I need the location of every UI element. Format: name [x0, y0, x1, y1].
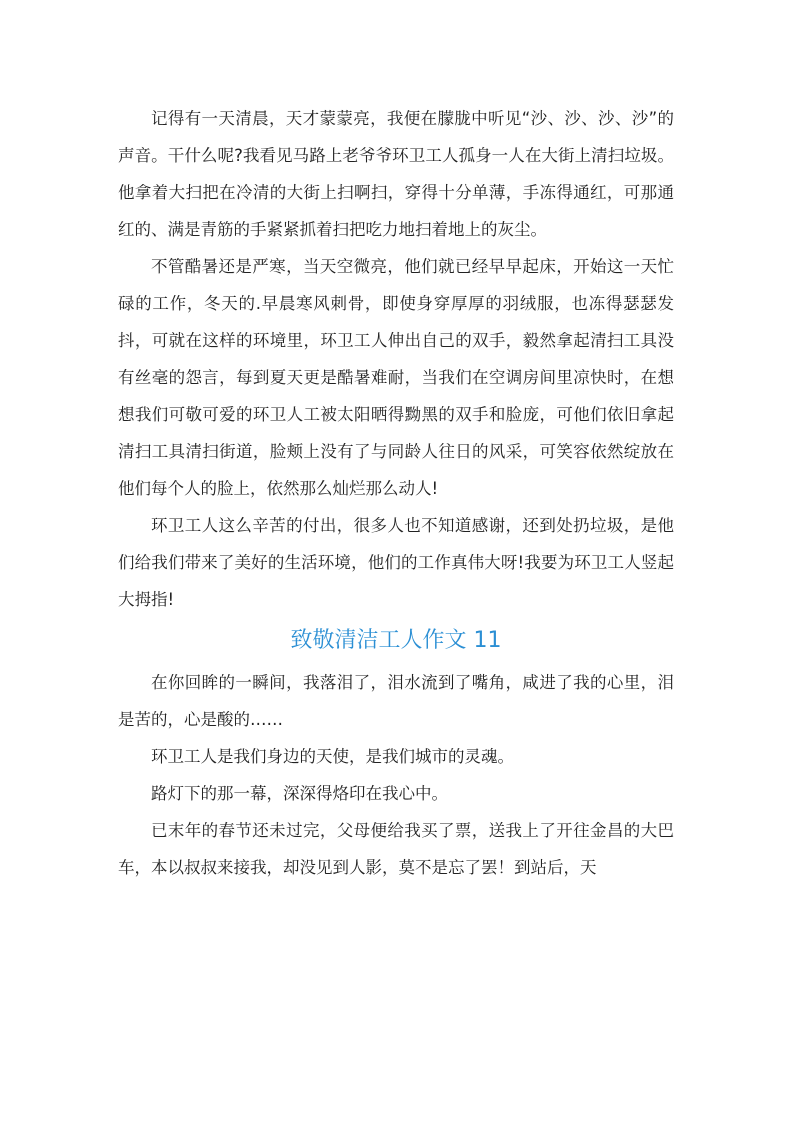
paragraph-angels: 环卫工人是我们身边的天使，是我们城市的灵魂。	[151, 747, 514, 766]
paragraph-streetlight: 路灯下的那一幕，深深得烙印在我心中。	[151, 784, 448, 803]
document-body	[118, 100, 674, 886]
paragraph-spring-festival: 已末年的春节还未过完，父母便给我买了票，送我上了开往金昌的大巴车，本以叔叔来接我，却没见到人影，莫不是忘了罢！到站后，天	[118, 821, 674, 877]
paragraph-tears: 在你回眸的一瞬间，我落泪了，泪水流到了嘴角，咸进了我的心里，泪是苦的，心是酸的……	[118, 673, 674, 729]
paragraph-gratitude: 环卫工人这么辛苦的付出，很多人也不知道感谢，还到处扔垃圾，是他们给我们带来了美好的生活环境，他们的工作真伟大呀!我要为环卫工人竖起大拇指!	[118, 516, 674, 609]
paragraph-hard-work: 不管酷暑还是严寒，当天空微亮，他们就已经早早起床，开始这一天忙碌的工作，冬天的.早晨寒风刺骨，即使身穿厚厚的羽绒服，也冻得瑟瑟发抖，可就在这样的环境里，环卫工人伸出自己的双手，毅然拿起清扫工具没有丝毫的怨言，每到夏天更是酷暑难耐，当我们在空调房间里凉快时，在想想我们可敬可爱的环卫人工被太阳晒得黝黑的双手和脸庞，可他们依旧拿起清扫工具清扫街道，脸颊上没有了与同龄人往日的风采，可笑容依然绽放在他们每个人的脸上，依然那么灿烂那么动人!	[118, 257, 674, 498]
paragraph-street-sweeping: 记得有一天清晨，天才蒙蒙亮，我便在朦胧中听见“沙、沙、沙、沙”的声音。干什么呢?我看见马路上老爷爷环卫工人孤身一人在大街上清扫垃圾。他拿着大扫把在冷清的大街上扫啊扫，穿得十分单薄，手冻得通红，可那通红的、满是青筋的手紧紧抓着扫把吃力地扫着地上的灰尘。	[118, 109, 674, 239]
section-heading: 致敬清洁工人作文 11	[290, 628, 502, 653]
